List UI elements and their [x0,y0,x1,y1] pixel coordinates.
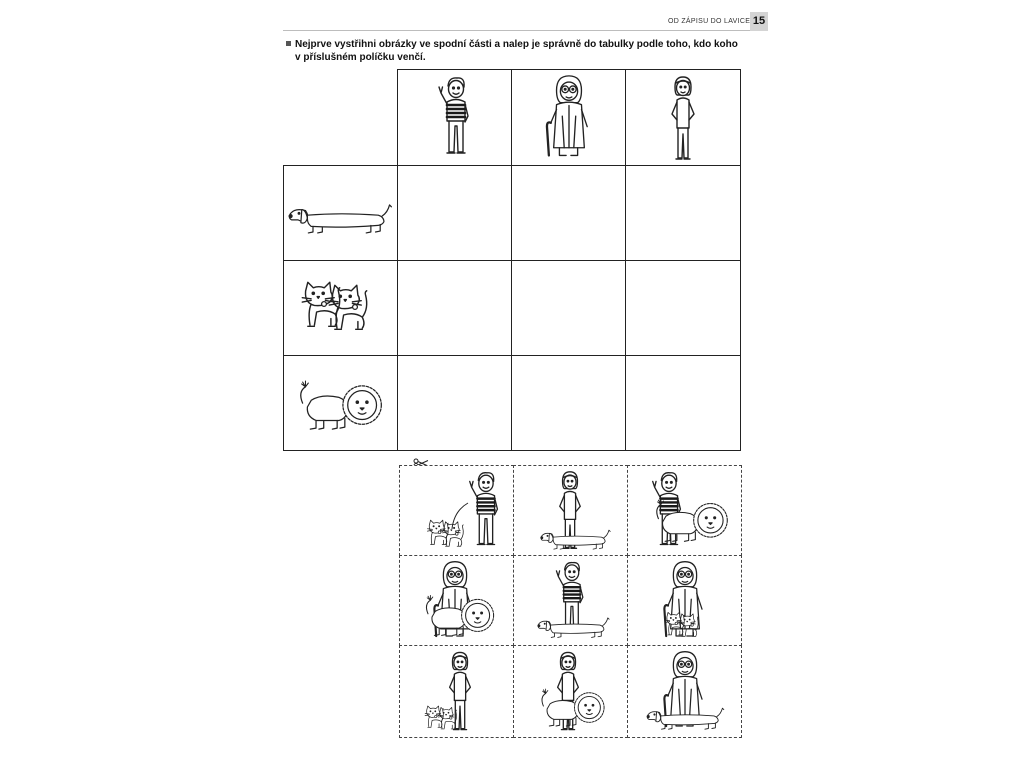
cutout-card-grandma-lion[interactable] [399,555,514,646]
row-header-lion [283,355,398,451]
cutout-card-boy-dachshund[interactable] [513,555,628,646]
header-cell-boy [397,69,512,166]
lion-icon [420,592,500,642]
girl-icon [666,74,700,164]
dachshund-icon [644,704,728,732]
cutout-card-boy-cats[interactable] [399,465,514,556]
two-cats-icon [662,610,708,642]
cutout-card-girl-lion[interactable] [513,645,628,738]
cutout-card-girl-dachshund[interactable] [513,465,628,556]
instructions-line-2: v příslušném políčku venčí. [295,52,426,63]
two-cats-icon [422,704,466,734]
row-header-dachshund [283,165,398,261]
instructions-line-1 [286,38,756,51]
answer-cell[interactable] [511,355,626,451]
instructions [286,38,756,64]
two-cats-icon [296,279,386,339]
cutout-card-grandma-dachshund[interactable] [627,645,742,738]
answer-cell[interactable] [397,355,512,451]
answer-cell[interactable] [625,260,741,356]
lion-icon [293,378,389,436]
answer-cell[interactable] [511,165,626,261]
answer-cell[interactable] [511,260,626,356]
dachshund-icon [534,614,614,640]
lion-icon [650,496,734,548]
lion-icon [536,686,610,732]
row-header-cats [283,260,398,356]
dachshund-icon [538,526,614,552]
matching-table [283,69,741,451]
cutout-card-girl-cats[interactable] [399,645,514,738]
page-number: 15 [750,12,768,31]
cutout-card-grandma-cats[interactable] [627,555,742,646]
cutout-card-boy-lion[interactable] [627,465,742,556]
answer-cell[interactable] [625,355,741,451]
answer-cell[interactable] [625,165,741,261]
header-rule [283,30,767,31]
boy-icon [435,74,475,164]
dachshund-icon [285,198,397,238]
answer-cell[interactable] [397,165,512,261]
grandma-icon [542,73,596,165]
header-cell-girl [625,69,741,166]
cutout-cards [399,465,742,738]
leash-icon [446,501,476,531]
header-title: OD ZÁPISU DO LAVICE [668,18,751,25]
bullet-icon [286,41,291,46]
header-cell-grandma [511,69,626,166]
instructions-text-1: Nejprve vystřihni obrázky ve spodní části a nalep je správně do tabulky podle toho, kdo koho [295,39,738,50]
answer-cell[interactable] [397,260,512,356]
